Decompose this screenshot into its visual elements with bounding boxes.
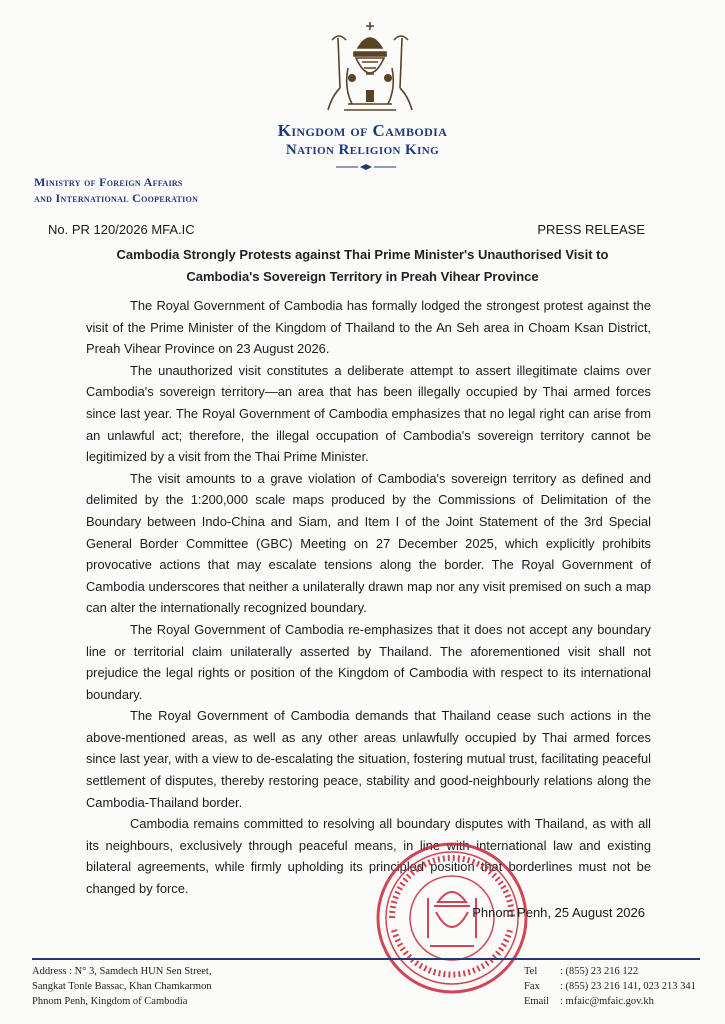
kingdom-heading: Kingdom of Cambodia: [277, 121, 448, 140]
title-line-1: Cambodia Strongly Protests against Thai Prime Minister's Unauthorised Visit to: [116, 247, 609, 262]
footer-contact: [524, 964, 724, 1009]
email-value[interactable]: : mfaic@mfaic.gov.kh: [560, 996, 654, 1007]
address-line-3: Phnom Penh, Kingdom of Cambodia: [32, 996, 188, 1007]
paragraph: The Royal Government of Cambodia has formally lodged the strongest protest against the visit of the Prime Minister of the Kingdom of Thailand to the An Seh area in Choam Ksan District, Preah Vihear Province on 23 August 2026.: [86, 298, 651, 357]
fax-label: Fax: [524, 981, 540, 992]
reference-number: No. PR 120/2026 MFA.IC: [48, 222, 195, 237]
divider-ornament-icon: [336, 163, 396, 171]
fax-row: [524, 979, 724, 994]
footer-address: [32, 964, 332, 1009]
address-line-2: Sangkat Tonle Bassac, Khan Chamkarmon: [32, 981, 212, 992]
ministry-line-2: and International Cooperation: [34, 191, 199, 205]
title-line-2: Cambodia's Sovereign Territory in Preah Vihear Province: [186, 269, 539, 284]
email-label: Email: [524, 996, 550, 1007]
document-title: [60, 244, 665, 288]
tel-row: [524, 964, 724, 979]
tel-value: : (855) 23 216 122: [560, 966, 639, 977]
paragraph: The unauthorized visit constitutes a deliberate attempt to assert illegitimate claims over Cambodia's sovereign territory—an area that has been illegally occupied by Thai armed forces since last year. The Royal Government of Cambodia emphasizes that no legal right can arise from an unlawful act; therefore, the illegal occupation of Cambodia's sovereign territory cannot be legitimized by a visit from the Thai Prime Minister.: [86, 362, 651, 465]
paragraph: Cambodia remains committed to resolving all boundary disputes with Thailand, as with all its neighbours, exclusively through peaceful means, in line with international law and existing bilateral agreements, while firmly upholding its principled position that borderlines must not be changed by force.: [86, 816, 651, 897]
footer-divider: [32, 958, 700, 960]
email-row: [524, 994, 724, 1009]
ministry-line-1: Ministry of Foreign Affairs: [34, 175, 183, 189]
ministry-name: [34, 174, 294, 206]
paragraph: The Royal Government of Cambodia demands that Thailand cease such actions in the above-mentioned areas, as well as any other areas unlawfully occupied by Thai armed forces since last year, with a view to de-escalating the situation, fostering mutual trust, facilitating peaceful settlement of disputes, thereby restoring peace, stability and good-neighbourly relations along the Cambodia-Thailand border.: [86, 708, 651, 810]
paragraph: The visit amounts to a grave violation of Cambodia's sovereign territory as defined and delimited by the 1:200,000 scale maps produced by the Commissions of Delimitation of the Boundary between Indo-China and Siam, and Item I of the Joint Statement of the 3rd Special General Border Committee (GBC) Meeting on 27 December 2025, which explicitly prohibits provocative actions that may escalate tensions along the border. The Royal Government of Cambodia underscores that neither a unilaterally drawn map nor any visit premised on such a map can alter the internationally recognized boundary.: [86, 470, 651, 616]
royal-emblem-icon: [318, 18, 422, 118]
tel-label: Tel: [524, 966, 538, 977]
place-and-date: Phnom Penh, 25 August 2026: [472, 905, 645, 920]
document-type: PRESS RELEASE: [537, 222, 645, 237]
national-motto: Nation Religion King: [285, 142, 440, 158]
address-line-1: Address : N° 3, Samdech HUN Sen Street,: [32, 966, 212, 977]
paragraph: The Royal Government of Cambodia re-emphasizes that it does not accept any boundary line or territorial claim unilaterally asserted by Thailand. The aforementioned visit shall not prejudice the legal rights or position of the Kingdom of Cambodia with respect to its international boundary.: [86, 621, 651, 702]
fax-value: : (855) 23 216 141, 023 213 341: [560, 981, 696, 992]
document-body: [86, 295, 651, 900]
